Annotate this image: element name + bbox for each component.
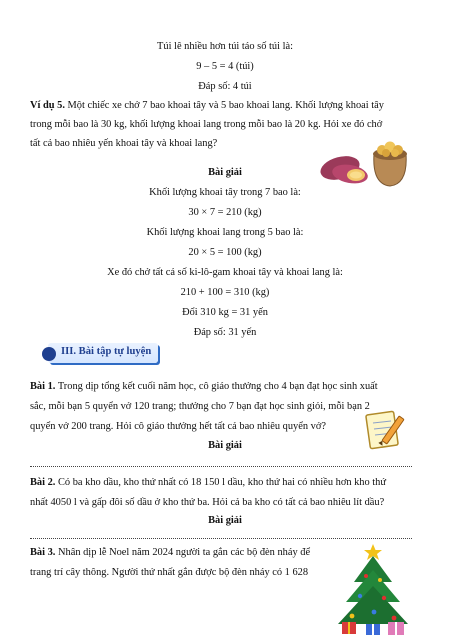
- solution-line: Xe đó chở tất cả số ki-lô-gam khoai tây và khoai lang là:: [107, 267, 343, 278]
- solution-line: 30 × 7 = 210 (kg): [188, 207, 262, 218]
- solution-line: 210 + 100 = 310 (kg): [180, 287, 270, 298]
- solution-line: 20 × 5 = 100 (kg): [188, 247, 262, 258]
- christmas-tree-image: [330, 542, 416, 637]
- exercise-label: Bài 3.: [30, 547, 56, 558]
- answer-line: [30, 466, 412, 467]
- exercise-1-line-2: sắc, mỗi bạn 5 quyển vở 120 trang; thưởng cho 7 bạn đạt học sinh giỏi, mỗi bạn 2: [30, 401, 370, 412]
- exercise-2-line-1: [30, 476, 386, 490]
- exercise-text: Có ba kho dầu, kho thứ nhất có 18 150 l dầu, kho thứ hai có nhiều hơn kho thứ: [55, 477, 387, 488]
- solution-heading: Bài giải: [208, 440, 242, 451]
- exercise-text: Nhân dịp lễ Noel năm 2024 người ta gắn các bộ đèn nháy để: [55, 547, 311, 558]
- answer-line: [30, 538, 412, 539]
- notepad-image: [362, 407, 408, 453]
- exercise-1-line-1: [30, 380, 378, 394]
- exercise-3-line-2: trang trí cây thông. Người thứ nhất gắn được bộ đèn nháy có 1 628: [30, 567, 309, 578]
- section-heading: III. Bài tập tự luyện: [61, 346, 152, 357]
- example-5-line-1: [30, 99, 384, 113]
- solution-line: Đổi 310 kg = 31 yến: [182, 307, 268, 318]
- solution-line: Khối lượng khoai lang trong 5 bao là:: [146, 227, 304, 238]
- potato-sack-image: [368, 138, 412, 188]
- example-5-line-2: trong mỗi bao là 30 kg, khối lượng khoai lang trong mỗi bao là 20 kg. Hỏi xe đó chở: [30, 119, 383, 130]
- exercise-label: Bài 2.: [30, 477, 56, 488]
- exercise-3-line-1: [30, 546, 310, 560]
- exercise-2-line-2: nhất 4050 l và gấp đôi số dầu ở kho thứ ba. Hỏi cả ba kho có tất cả bao nhiêu lít dầu?: [30, 497, 385, 508]
- exercise-text: Trong dịp tổng kết cuối năm học, cô giáo thưởng cho 4 bạn đạt học sinh xuất: [55, 381, 378, 392]
- solution-line: Khối lượng khoai tây trong 7 bao là:: [149, 187, 301, 198]
- exercise-1-line-3: quyển vở 200 trang. Hỏi cô giáo thưởng hết tất cả bao nhiêu quyển vở?: [30, 421, 326, 432]
- solution-heading: Bài giải: [208, 167, 242, 178]
- example-5-line-3: tất cả bao nhiêu yến khoai tây và khoai lang?: [30, 138, 218, 149]
- exercise-label: Bài 1.: [30, 381, 56, 392]
- sweet-potato-image: [318, 148, 372, 188]
- solution-heading: Bài giải: [208, 515, 242, 526]
- solution-line: Đáp số: 31 yến: [193, 327, 257, 338]
- text-line: 9 – 5 = 4 (túi): [196, 61, 254, 72]
- bullet-icon: [42, 347, 56, 361]
- text-line: Đáp số: 4 túi: [198, 81, 252, 92]
- example-label: Ví dụ 5.: [30, 100, 65, 111]
- example-text: Một chiếc xe chở 7 bao khoai tây và 5 bao khoai lang. Khối lượng khoai tây: [64, 100, 384, 111]
- text-line: Túi lê nhiều hơn túi táo số túi là:: [157, 41, 293, 52]
